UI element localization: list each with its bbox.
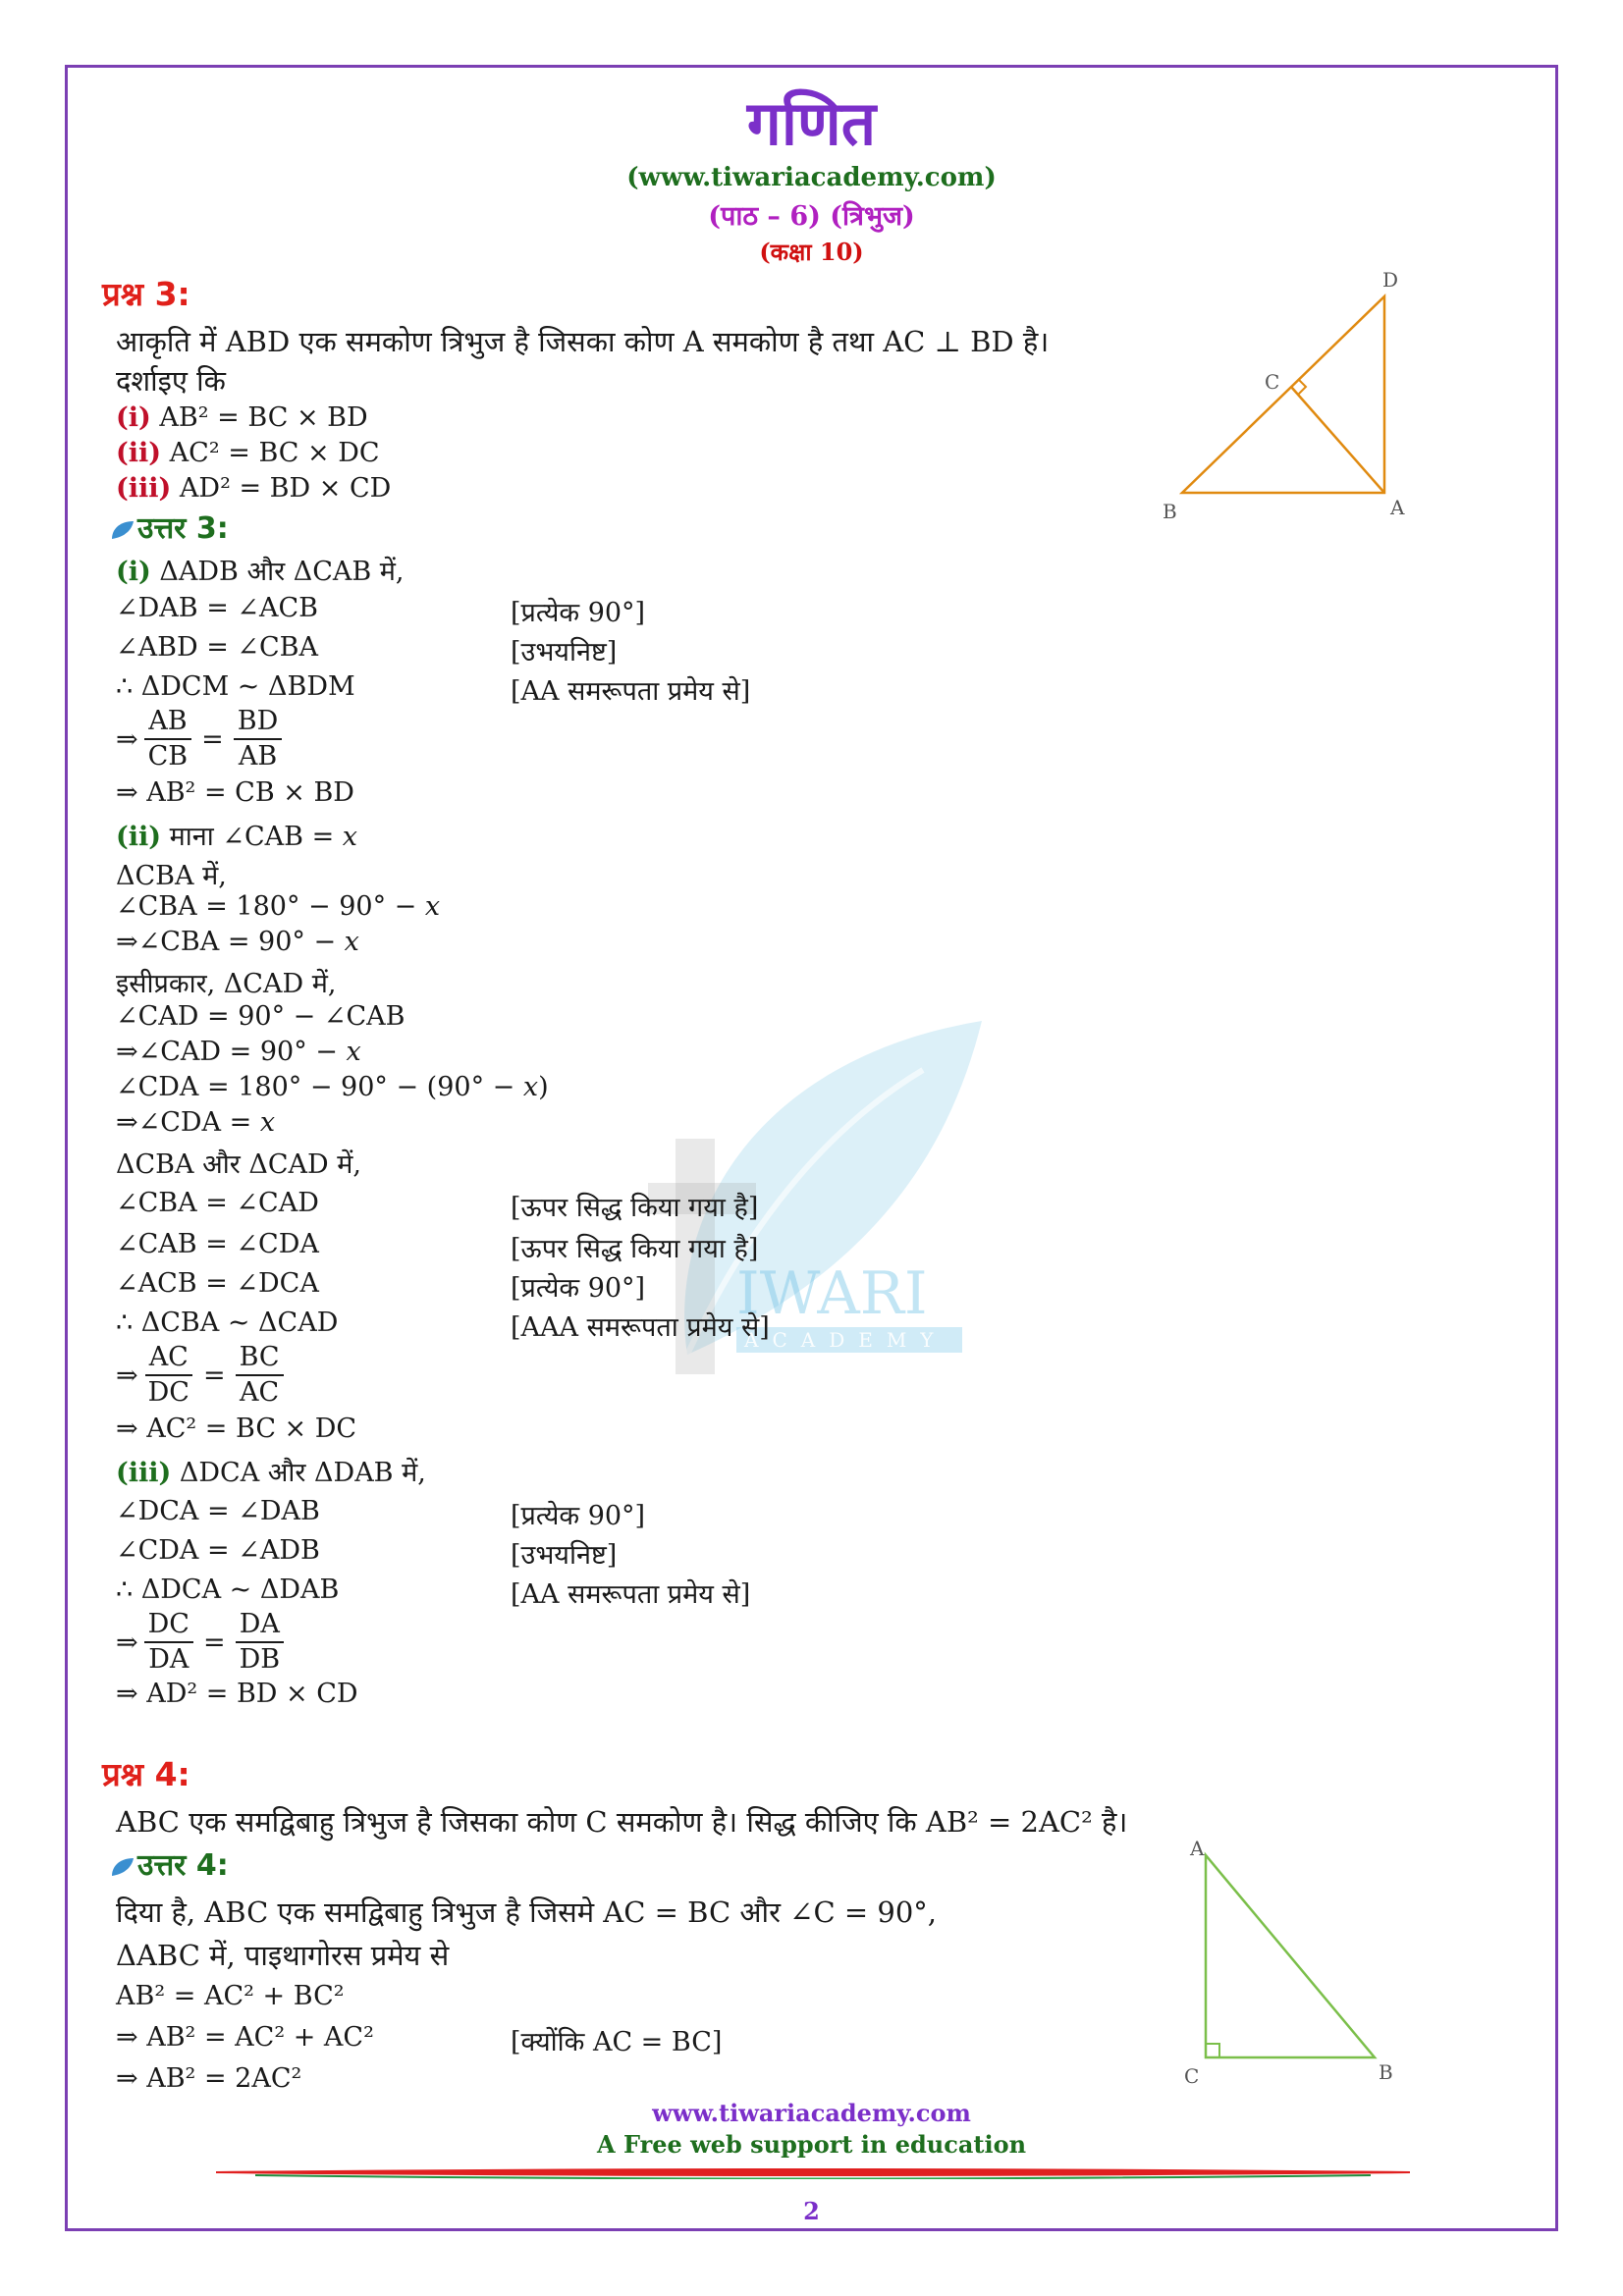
answer-3-row: ∴ ΔDCA ~ ΔDAB [116,1575,340,1605]
figure-label-a: A [1390,496,1405,519]
answer-3-reason: [प्रत्येक 90°] [511,598,646,628]
answer-3-reason: [AA समरूपता प्रमेय से] [511,1579,751,1610]
answer-3-row: ∠CDA = ∠ADB [116,1535,320,1566]
footer-site: www.tiwariacademy.com [652,2099,971,2127]
fraction-equation: ⇒ $\frac{AB}{CB}$ = $\frac{BD}{AB}$ [116,705,288,774]
figure-triangle-abc [1168,1826,1404,2091]
answer-4-line: AB² = AC² + BC² [116,1981,345,2011]
answer-3-row: ∴ ΔDCM ~ ΔBDM [116,671,355,702]
answer-3-part-2-intro: (ii) माना ∠CAB = 𝑥 [116,822,357,852]
answer-3-reason: [ऊपर सिद्ध किया गया है] [511,1193,759,1223]
answer-3-reason: [उभयनिष्ट] [511,1540,618,1571]
answer-3-result-2: ⇒ AC² = BC × DC [116,1414,357,1444]
answer-3-result-3: ⇒ AD² = BD × CD [116,1679,358,1709]
page-number: 2 [803,2197,820,2225]
fraction-equation: ⇒ $\frac{DC}{DA}$ = $\frac{DA}{DB}$ [116,1608,290,1677]
answer-3-reason: [AAA समरूपता प्रमेय से] [511,1312,770,1343]
answer-3-part-1-intro: (i) ΔADB और ΔCAB में, [116,557,405,587]
answer-4-line: दिया है, ABC एक समद्विबाहु त्रिभुज है जिसमे AC = BC और ∠C = 90°, [116,1896,938,1929]
answer-3-line: ∠CAD = 90° − ∠CAB [116,1001,406,1032]
watermark-sub: ACADEMY [744,1328,947,1352]
answer-3-line: ∠CBA = 180° − 90° − 𝑥 [116,891,441,922]
answer-3-reason: [उभयनिष्ट] [511,637,618,667]
answer-3-line: ⇒∠CBA = 90° − 𝑥 [116,927,359,957]
figure-label-c: C [1265,370,1280,394]
answer-3-line: ΔCBA में, [116,861,227,891]
answer-3-line: ⇒∠CDA = 𝑥 [116,1107,276,1138]
answer-3-row: ∠ACB = ∠DCA [116,1268,319,1299]
question-4-label: प्रश्न 4: [102,1755,190,1793]
question-3-text-2: दर्शाइए कि [116,364,226,398]
answer-3-result-1: ⇒ AB² = CB × BD [116,777,354,808]
answer-4-line: ΔABC में, पाइथागोरस प्रमेय से [116,1939,450,1972]
answer-3-row: ∠DCA = ∠DAB [116,1496,320,1526]
question-3-part-2: (ii) AC² = BC × DC [116,438,380,468]
answer-3-row: ∠CAB = ∠CDA [116,1229,319,1259]
question-3-part-1: (i) AB² = BC × BD [116,402,368,433]
footer-tagline: A Free web support in education [596,2130,1027,2159]
question-3-text: आकृति में ABD एक समकोण त्रिभुज है जिसका कोण A समकोण है तथा AC ⊥ BD है। [116,325,1050,358]
answer-3-line: ∠CDA = 180° − 90° − (90° − 𝑥) [116,1072,549,1102]
answer-3-reason: [प्रत्येक 90°] [511,1501,646,1531]
answer-3-line: ⇒∠CAD = 90° − 𝑥 [116,1037,361,1067]
answer-3-row: ∠CBA = ∠CAD [116,1188,319,1218]
figure-label-a: A [1190,1837,1205,1860]
answer-3-line: इसीप्रकार, ΔCAD में, [116,969,337,999]
answer-3-label: उत्तर 3: [110,507,229,547]
header-chapter: (पाठ – 6) (त्रिभुज) [708,201,915,232]
answer-3-row: ∠DAB = ∠ACB [116,593,319,623]
answer-3-reason: [प्रत्येक 90°] [511,1273,646,1304]
question-3-label: प्रश्न 3: [102,275,190,313]
answer-3-reason: [ऊपर सिद्ध किया गया है] [511,1234,759,1264]
question-3-part-3: (iii) AD² = BD × CD [116,473,392,504]
header-grade: (कक्षा 10) [759,238,864,266]
answer-4-reason: [क्योंकि AC = BC] [511,2027,723,2057]
answer-4-last: ⇒ AB² = 2AC² [116,2063,302,2094]
answer-3-part-3-intro: (iii) ΔDCA और ΔDAB में, [116,1458,426,1488]
answer-3-line: ΔCBA और ΔCAD में, [116,1149,361,1180]
fraction-equation: ⇒ $\frac{AC}{DC}$ = $\frac{BC}{AC}$ [116,1341,290,1410]
page-title: गणित [746,87,877,159]
figure-label-d: D [1382,268,1399,292]
watermark-brand: IWARI [736,1259,928,1328]
answer-3-row: ∠ABD = ∠CBA [116,632,319,663]
answer-3-row: ∴ ΔCBA ~ ΔCAD [116,1308,339,1338]
leaf-icon [110,519,135,541]
figure-triangle-abd [1149,265,1424,530]
figure-label-c: C [1184,2064,1200,2088]
header-site: (www.tiwariacademy.com) [626,163,997,192]
answer-4-row: ⇒ AB² = AC² + AC² [116,2022,374,2053]
leaf-icon [110,1856,135,1878]
figure-label-b: B [1163,500,1177,523]
answer-4-label: उत्तर 4: [110,1843,229,1884]
figure-label-b: B [1379,2060,1393,2084]
question-4-text: ABC एक समद्विबाहु त्रिभुज है जिसका कोण C समकोण है। सिद्ध कीजिए कि AB² = 2AC² है। [116,1805,1128,1839]
footer-divider [216,2167,1410,2179]
answer-3-reason: [AA समरूपता प्रमेय से] [511,676,751,707]
